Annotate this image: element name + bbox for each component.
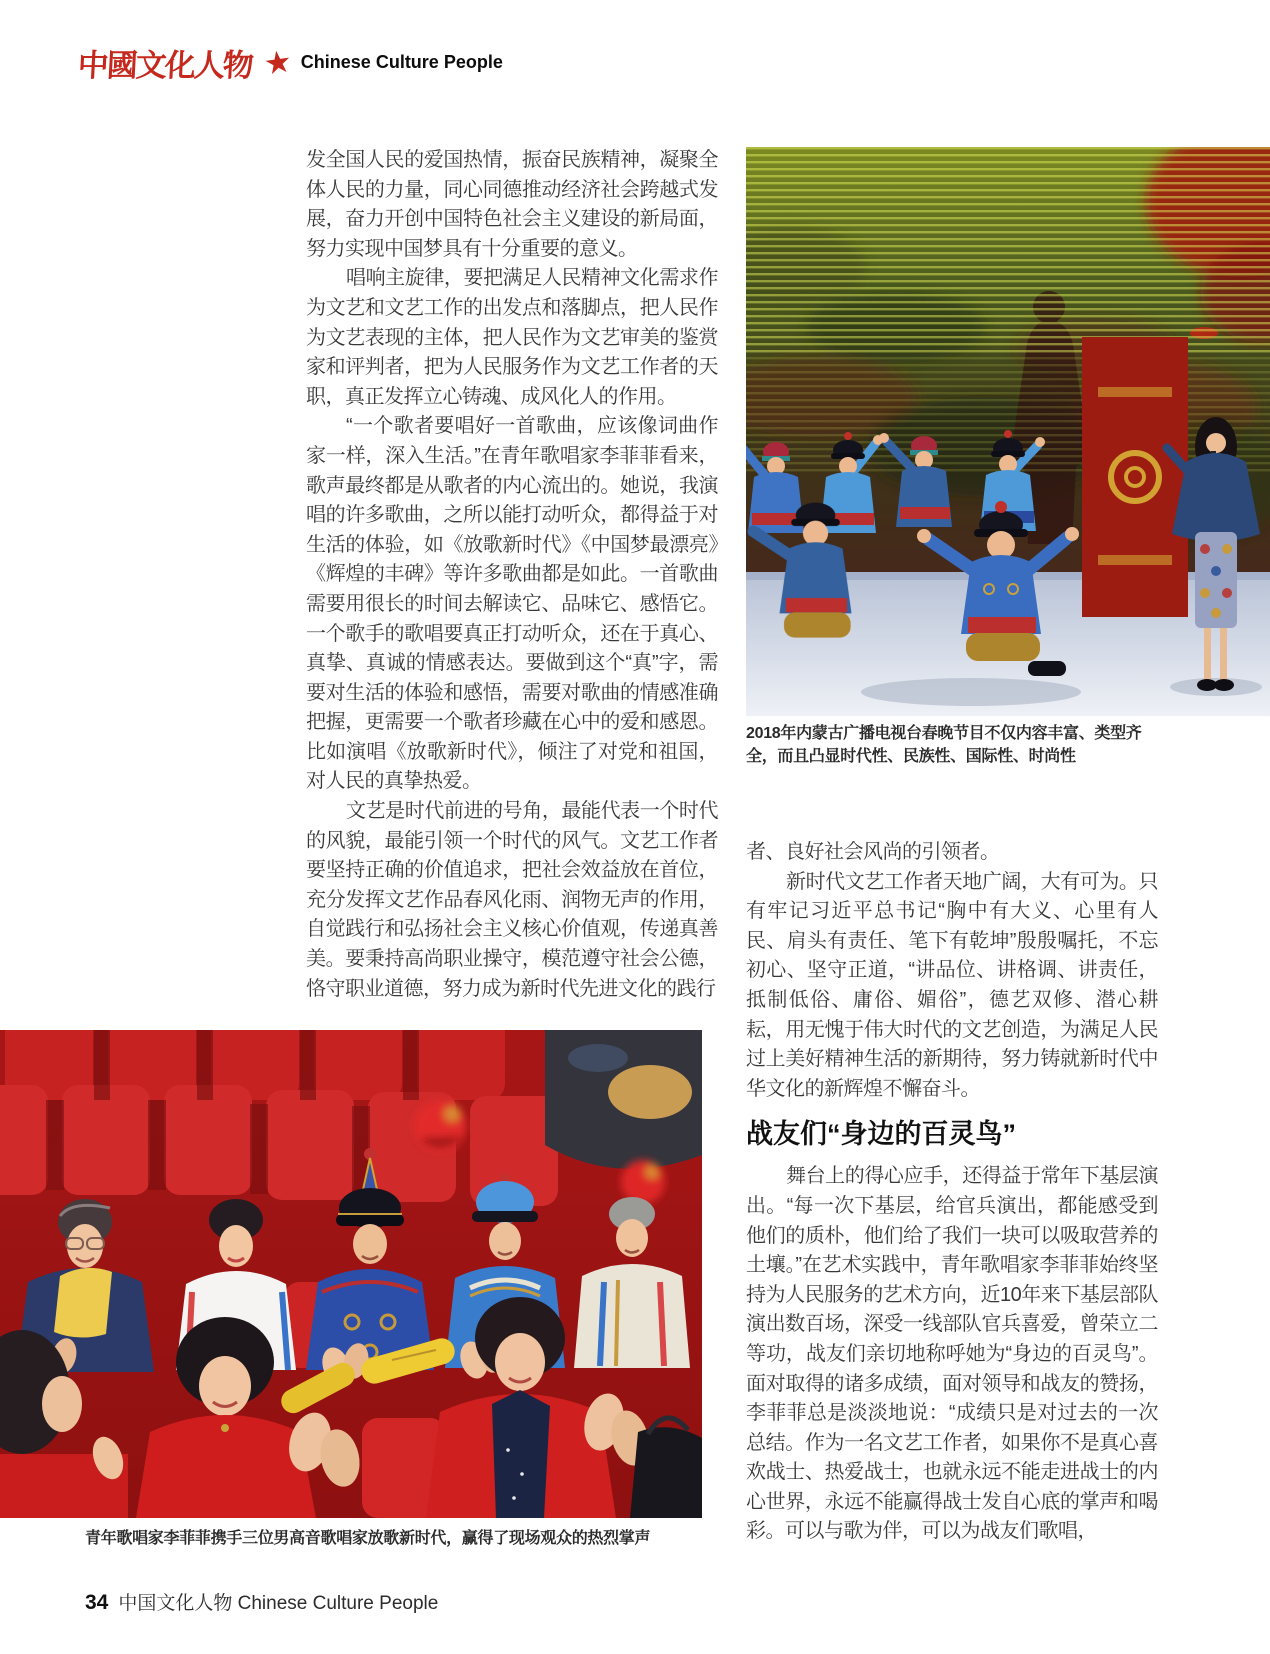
audience-photo	[0, 1030, 702, 1518]
footer-text: 中国文化人物 Chinese Culture People	[118, 1593, 439, 1614]
stage-performance-illustration	[746, 147, 1270, 716]
page-footer	[85, 1588, 438, 1615]
stage-performance-photo	[746, 147, 1270, 716]
masthead	[78, 40, 503, 85]
red-banner	[1082, 337, 1188, 617]
photo-caption: 青年歌唱家李菲菲携手三位男高音歌唱家放歌新时代，赢得了现场观众的热烈掌声	[85, 1530, 651, 1547]
magazine-logo-english: Chinese Culture People	[300, 52, 503, 72]
body-paragraph: “一个歌者要唱好一首歌曲，应该像词曲作家一样，深入生活。”在青年歌唱家李菲菲看来，歌声最终都是从歌者的内心流出的。她说，我演唱的许多歌曲，之所以能打动听众，都得益于对生活的体验，如《放歌新时代》《中国梦最漂亮》《辉煌的丰碑》等许多歌曲都是如此。一首歌曲需要用很长的时间去解读它、品味它、感悟它。一个歌手的歌唱要真正打动听众，还在于真心、真挚、真诚的情感表达。要做到这个“真”字，需要对生活的体验和感悟，需要对歌曲的情感准确把握，更需要一个歌者珍藏在心中的爱和感恩。比如演唱《放歌新时代》，倾注了对党和祖国，对人民的真挚热爱。	[306, 415, 718, 793]
audience-illustration	[0, 1030, 702, 1518]
body-paragraph: 新时代文艺工作者天地广阔，大有可为。只有牢记习近平总书记“胸中有大义、心里有人民、肩头有责任、笔下有乾坤”殷殷嘱托，不忘初心、坚守正道，“讲品位、讲格调、讲责任，抵制低俗、庸俗、媚俗”，德艺双修、潜心耕耘，用无愧于伟大时代的文艺创造，为满足人民过上美好精神生活的新期待，努力铸就新时代中华文化的新辉煌不懈奋斗。	[746, 870, 1158, 1100]
section-heading: 战友们“身边的百灵鸟”	[746, 1119, 1016, 1150]
body-paragraph: 文艺是时代前进的号角，最能代表一个时代的风貌，最能引领一个时代的风气。文艺工作者要坚持正确的价值追求，把社会效益放在首位，充分发挥文艺作品春风化雨、润物无声的作用，自觉践行和弘扬社会主义核心价值观，传递真善美。要秉持高尚职业操守，模范遵守社会公德，恪守职业道德，努力成为新时代先进文化的践行	[306, 800, 718, 1000]
body-paragraph: 者、良好社会风尚的引领者。	[746, 841, 1000, 863]
magazine-logo-chinese: 中國文化人物	[76, 48, 253, 83]
star-icon: ★	[261, 42, 295, 82]
page-number: 34	[85, 1591, 109, 1614]
body-paragraph: 唱响主旋律，要把满足人民精神文化需求作为文艺和文艺工作的出发点和落脚点，把人民作为文艺表现的主体，把人民作为文艺审美的鉴赏家和评判者，把为人民服务作为文艺工作者的天职，真正发挥立心铸魂、成风化人的作用。	[306, 267, 718, 408]
body-paragraph: 舞台上的得心应手，还得益于常年下基层演出。“每一次下基层，给官兵演出，都能感受到他们的质朴，他们给了我们一块可以吸取营养的土壤。”在艺术实践中，青年歌唱家李菲菲始终坚持为人民服务的艺术方向，近10年来下基层部队演出数百场，深受一线部队官兵喜爱，曾荣立二等功，战友们亲切地称呼她为“身边的百灵鸟”。面对取得的诸多成绩，面对领导和战友的赞扬，李菲菲总是淡淡地说：“成绩只是对过去的一次总结。作为一名文艺工作者，如果你不是真心喜欢战士、热爱战士，也就永远不能走进战士的内心世界，永远不能赢得战士发自心底的掌声和喝彩。可以与歌为伴，可以为战友们歌唱，	[746, 1165, 1158, 1543]
photo-caption: 2018年内蒙古广播电视台春晚节目不仅内容丰富、类型齐全，而且凸显时代性、民族性、国际性、时尚性	[746, 725, 1142, 765]
right-text-column	[746, 838, 1158, 1547]
handbag	[630, 1427, 702, 1518]
body-paragraph: 发全国人民的爱国热情，振奋民族精神，凝聚全体人民的力量，同心同德推动经济社会跨越式发展，奋力开创中国特色社会主义建设的新局面，努力实现中国梦具有十分重要的意义。	[306, 149, 718, 260]
left-text-column	[306, 146, 718, 1004]
